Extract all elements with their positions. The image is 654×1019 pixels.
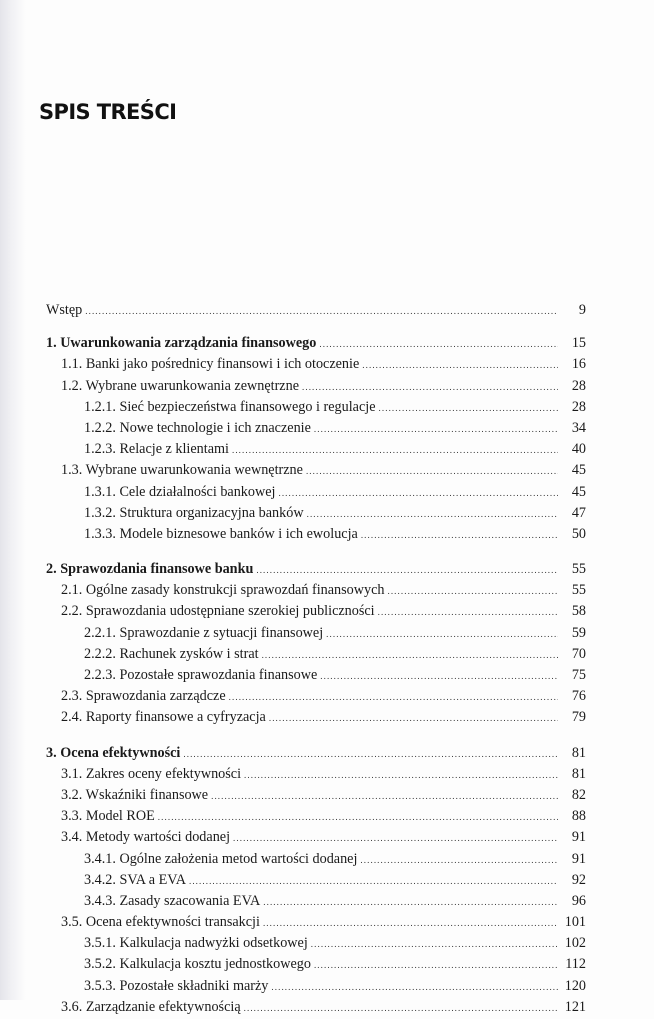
dot-leader [229,687,558,708]
dot-leader [85,301,558,322]
toc-subsection-entry[interactable] [46,665,586,686]
toc-section-entry[interactable] [46,785,586,806]
toc-section-entry[interactable] [46,354,586,375]
toc-page-number: 79 [571,709,586,726]
toc-entry-title: 2.2.2. Rachunek zysków i strat [84,645,259,662]
toc-subsection-entry[interactable] [46,644,586,665]
dot-leader [314,419,558,440]
toc-page-number: 70 [571,645,586,662]
toc-page-number: 40 [571,441,586,458]
dot-leader [263,892,558,913]
dot-leader [233,828,558,849]
toc-page-number: 121 [564,998,586,1015]
dot-leader [158,807,558,828]
dot-leader [307,504,558,525]
toc-page-number: 28 [571,398,586,415]
toc-subsection-entry[interactable] [46,439,586,460]
toc-page-number: 16 [571,356,586,373]
toc-entry-title: 3.5.1. Kalkulacja nadwyżki odsetkowej [84,935,308,952]
dot-leader [379,398,558,419]
toc-subsection-entry[interactable] [46,418,586,439]
toc-page-number: 55 [571,561,586,578]
page-title: SPIS TREŚCI [39,100,177,124]
toc-section-entry[interactable] [46,580,586,601]
toc-page-number: 50 [571,525,586,542]
table-of-contents [46,300,586,1018]
toc-entry-title: 2.1. Ogólne zasady konstrukcji sprawozdań finansowych [61,582,385,599]
toc-page-number: 91 [571,829,586,846]
dot-leader [262,645,558,666]
dot-leader [319,334,558,355]
toc-entry-title: 2.2.1. Sprawozdanie z sytuacji finansowej [84,624,324,641]
dot-leader [244,765,558,786]
dot-leader [362,355,558,376]
toc-entry-title: 1.2.2. Nowe technologie i ich znaczenie [84,419,311,436]
toc-subsection-entry[interactable] [46,623,586,644]
dot-leader [326,624,558,645]
dot-leader [311,934,558,955]
toc-entry-title: 3.5. Ocena efektywności transakcji [61,914,260,931]
toc-page-number: 59 [571,624,586,641]
toc-chapter-entry[interactable] [46,300,586,321]
toc-page-number: 88 [571,808,586,825]
toc-section-entry[interactable] [46,827,586,848]
toc-page-number: 120 [564,977,586,994]
toc-page-number: 82 [571,786,586,803]
dot-leader [314,955,558,976]
dot-leader [302,377,558,398]
dot-leader [278,483,558,504]
toc-page-number: 76 [571,688,586,705]
toc-subsection-entry[interactable] [46,933,586,954]
toc-page-number: 55 [571,582,586,599]
chapter-spacer [46,545,586,559]
toc-entry-title: 2.4. Raporty finansowe a cyfryzacja [61,709,266,726]
toc-entry-title: 3.4.2. SVA a EVA [84,871,186,888]
toc-entry-title: 1.2.1. Sieć bezpieczeństwa finansowego i regulacje [84,398,376,415]
toc-section-entry[interactable] [46,806,586,827]
toc-section-entry[interactable] [46,764,586,785]
dot-leader [263,913,558,934]
toc-entry-title: 2.2.3. Pozostałe sprawozdania finansowe [84,667,318,683]
dot-leader [306,461,558,482]
toc-entry-title: 3.3. Model ROE [61,808,155,825]
toc-entry-title: 1.2.3. Relacje z klientami [84,441,229,458]
dot-leader [183,744,558,765]
toc-entry-title: 1.3. Wybrane uwarunkowania wewnętrzne [61,462,303,479]
dot-leader [211,786,558,807]
toc-section-entry[interactable] [46,376,586,397]
toc-page-number: 34 [571,419,586,436]
toc-chapter-entry[interactable] [46,743,586,764]
dot-leader [360,850,558,871]
toc-subsection-entry[interactable] [46,870,586,891]
toc-entry-title: 3.6. Zarządzanie efektywnością [61,998,241,1015]
toc-section-entry[interactable] [46,707,586,728]
toc-section-entry[interactable] [46,912,586,933]
toc-subsection-entry[interactable] [46,397,586,418]
dot-leader [320,666,558,687]
toc-page-number: 45 [571,483,586,500]
toc-entry-title: 3.4. Metody wartości dodanej [61,829,231,846]
dot-leader [378,602,558,623]
toc-subsection-entry[interactable] [46,891,586,912]
toc-subsection-entry[interactable] [46,482,586,503]
toc-page-number: 15 [571,335,586,352]
dot-leader [269,708,558,729]
toc-subsection-entry[interactable] [46,976,586,997]
toc-section-entry[interactable] [46,601,586,622]
toc-entry-title: 1.3.2. Struktura organizacyjna banków [84,504,304,521]
toc-page-number: 47 [571,504,586,521]
toc-subsection-entry[interactable] [46,954,586,975]
toc-page-number: 112 [565,956,586,973]
toc-entry-title: 3.5.2. Kalkulacja kosztu jednostkowego [84,956,311,973]
toc-entry-title: 2. Sprawozdania finansowe banku [46,561,254,578]
dot-leader [387,581,558,602]
toc-subsection-entry[interactable] [46,524,586,545]
toc-chapter-entry[interactable] [46,559,586,580]
toc-entry-title: 3.5.3. Pozostałe składniki marży [84,977,269,994]
page-binding-shadow [0,0,26,1000]
toc-entry-title: 1. Uwarunkowania zarządzania finansowego [46,335,317,352]
toc-page-number: 28 [571,377,586,394]
toc-subsection-entry[interactable] [46,503,586,524]
toc-entry-title: 2.3. Sprawozdania zarządcze [61,688,226,705]
dot-leader [232,440,558,461]
dot-leader [256,560,558,581]
toc-entry-title: 1.3.3. Modele biznesowe banków i ich ewolucja [84,525,358,542]
toc-page-number: 81 [571,744,586,761]
toc-entry-title: 1.2. Wybrane uwarunkowania zewnętrzne [61,377,299,394]
dot-leader [361,525,558,546]
dot-leader [244,998,558,1019]
toc-entry-title: 2.2. Sprawozdania udostępniane szerokiej publiczności [61,603,375,620]
toc-entry-title: 3. Ocena efektywności [46,744,181,761]
toc-entry-title: 3.4.3. Zasady szacowania EVA [84,892,261,909]
dot-leader [189,871,558,892]
toc-page-number: 81 [571,765,586,782]
toc-page-number: 9 [578,302,586,318]
toc-page-number: 101 [564,914,586,931]
toc-page-number: 45 [571,462,586,479]
toc-entry-title: Wstęp [46,302,83,318]
toc-page-number: 58 [571,603,586,620]
toc-entry-title: 1.1. Banki jako pośrednicy finansowi i ich otoczenie [61,356,360,373]
toc-entry-title: 3.1. Zakres oceny efektywności [61,765,242,782]
toc-page-number: 92 [571,871,586,888]
toc-subsection-entry[interactable] [46,849,586,870]
toc-page-number: 102 [564,935,586,952]
chapter-spacer [46,729,586,743]
toc-page-number: 91 [571,850,586,867]
toc-entry-title: 1.3.1. Cele działalności bankowej [84,483,276,500]
toc-page-number: 75 [571,667,586,683]
dot-leader [271,977,558,998]
toc-entry-title: 3.4.1. Ogólne założenia metod wartości dodanej [84,850,358,867]
toc-section-entry[interactable] [46,686,586,707]
toc-section-entry[interactable] [46,460,586,481]
toc-chapter-entry[interactable] [46,333,586,354]
toc-entry-title: 3.2. Wskaźniki finansowe [61,786,209,803]
toc-page-number: 96 [571,892,586,909]
